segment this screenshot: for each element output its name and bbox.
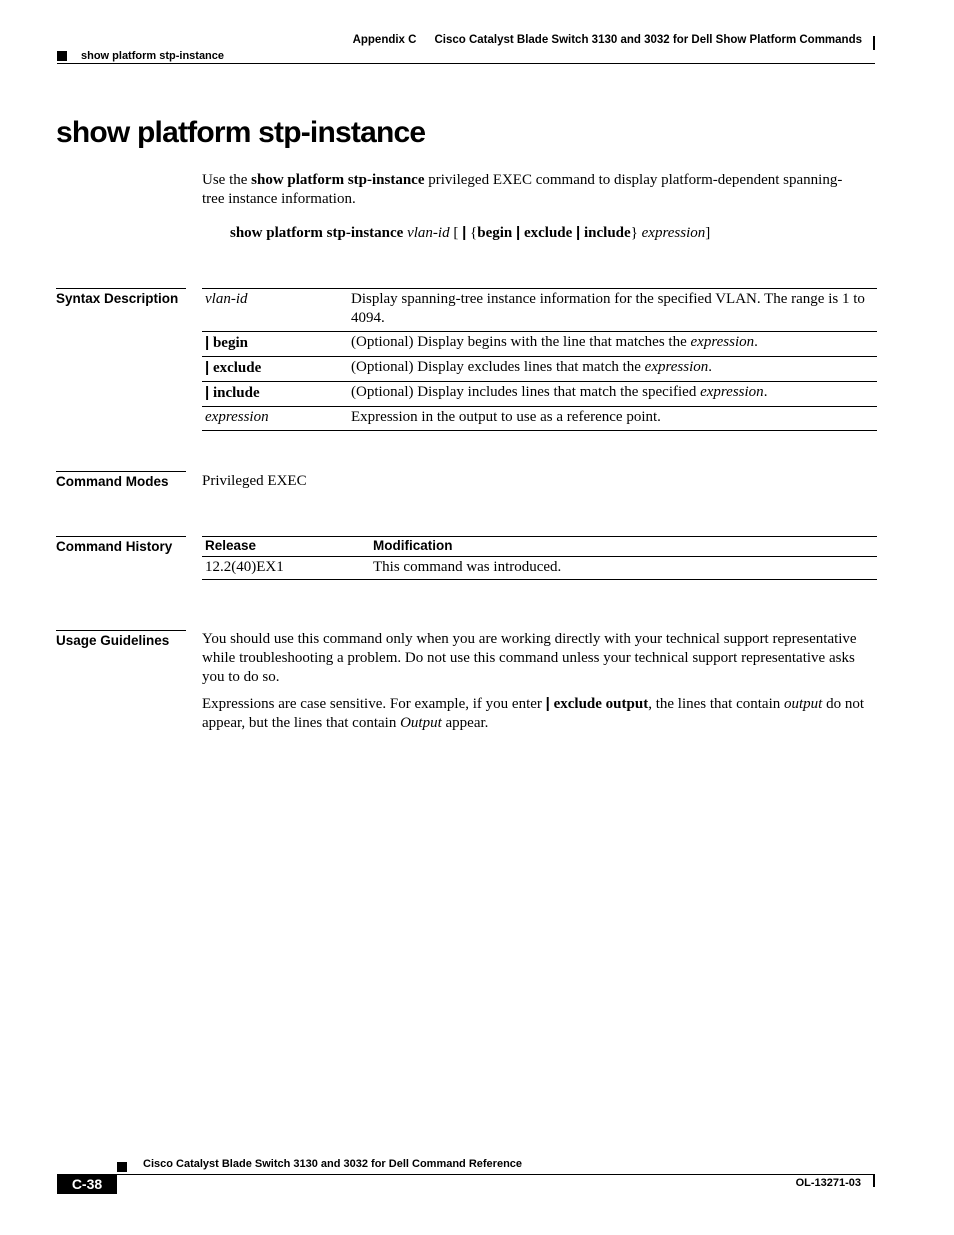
table-row bbox=[202, 557, 877, 580]
intro-paragraph bbox=[202, 171, 862, 209]
syntax-command: show platform stp-instance bbox=[230, 225, 404, 241]
footer-book-title: Cisco Catalyst Blade Switch 3130 and 3032 for Dell Command Reference bbox=[143, 1158, 523, 1170]
desc-emphasis: expression bbox=[690, 334, 755, 350]
header-rule bbox=[57, 63, 875, 64]
syntax-pipe: | bbox=[516, 224, 521, 241]
syntax-pipe: | bbox=[462, 224, 467, 241]
syntax-arg: vlan-id bbox=[407, 225, 450, 241]
usage-paragraph-1: You should use this command only when you are working directly with your technical support representative while troubleshooting a problem. Do not use this command unless your technical support representative asks you to do so. bbox=[202, 631, 857, 685]
table-row bbox=[202, 289, 877, 332]
desc-text-end: . bbox=[763, 384, 768, 400]
syntax-begin: begin bbox=[477, 225, 513, 241]
intro-command: show platform stp-instance bbox=[251, 172, 425, 188]
table-header-row bbox=[202, 537, 877, 557]
term-vlan-id: vlan-id bbox=[205, 291, 248, 307]
syntax-bracket-close: ] bbox=[705, 225, 711, 241]
term-exclude: exclude bbox=[212, 360, 262, 376]
syntax-description-table bbox=[202, 288, 877, 431]
usage-emphasis: Output bbox=[400, 715, 442, 731]
table-row bbox=[202, 382, 877, 407]
footer-marker bbox=[117, 1162, 127, 1172]
pipe: | bbox=[205, 359, 210, 376]
syntax-expression: expression bbox=[641, 225, 706, 241]
desc-text-end: . bbox=[754, 334, 758, 350]
desc-emphasis: expression bbox=[700, 384, 764, 400]
usage-paragraph-2 bbox=[202, 694, 877, 733]
intro-text-rest: privileged EXEC command to display platform-dependent spanning-tree instance information. bbox=[202, 172, 843, 207]
header-chapter: Cisco Catalyst Blade Switch 3130 and 3032 for Dell Show Platform Commands bbox=[434, 34, 862, 46]
term-expression: expression bbox=[205, 409, 269, 425]
header-appendix: Appendix C bbox=[352, 34, 417, 46]
term-cell bbox=[202, 332, 348, 357]
usage-text: do not appear, but the lines that contain bbox=[202, 696, 865, 731]
table-row bbox=[202, 332, 877, 357]
doc-number: OL-13271-03 bbox=[795, 1177, 861, 1189]
term-include: include bbox=[212, 385, 260, 401]
syntax-exclude: exclude bbox=[523, 225, 573, 241]
desc-text: (Optional) Display excludes lines that match the bbox=[351, 359, 645, 375]
command-history-table bbox=[202, 536, 877, 580]
footer-rule bbox=[117, 1174, 875, 1175]
usage-pipe: | bbox=[545, 695, 550, 712]
desc-cell: Expression in the output to use as a reference point. bbox=[348, 407, 877, 431]
usage-emphasis: output bbox=[784, 696, 823, 712]
term-cell bbox=[202, 357, 348, 382]
section-usage-guidelines: Usage Guidelines bbox=[56, 630, 186, 648]
pipe: | bbox=[205, 384, 210, 401]
usage-text: appear. bbox=[441, 715, 489, 731]
syntax-brace-close: } bbox=[630, 225, 642, 241]
desc-cell: Display spanning-tree instance information for the specified VLAN. The range is 1 to 4094. bbox=[348, 289, 877, 332]
term-cell bbox=[202, 289, 348, 332]
intro-text: Use the bbox=[202, 172, 252, 188]
syntax-include: include bbox=[584, 225, 631, 241]
desc-emphasis: expression bbox=[644, 359, 709, 375]
desc-text: (Optional) Display includes lines that match the specified bbox=[351, 384, 701, 400]
release-cell: 12.2(40)EX1 bbox=[202, 557, 370, 580]
header-marker bbox=[57, 51, 67, 61]
section-command-history: Command History bbox=[56, 536, 186, 554]
syntax-bracket: [ bbox=[449, 225, 463, 241]
page-number: C-38 bbox=[57, 1174, 117, 1194]
syntax-pipe: | bbox=[576, 224, 581, 241]
table-row bbox=[202, 357, 877, 382]
usage-command: exclude output bbox=[549, 696, 649, 712]
running-header bbox=[353, 34, 862, 46]
section-command-modes: Command Modes bbox=[56, 471, 186, 489]
pipe: | bbox=[205, 334, 210, 351]
usage-text: , the lines that contain bbox=[648, 696, 785, 712]
desc-text: (Optional) Display begins with the line that matches the bbox=[351, 334, 691, 350]
syntax-brace: { bbox=[466, 225, 478, 241]
page-title: show platform stp-instance bbox=[56, 116, 426, 149]
header-running-head: show platform stp-instance bbox=[81, 50, 225, 62]
command-syntax bbox=[230, 223, 710, 243]
table-row bbox=[202, 407, 877, 431]
desc-cell bbox=[348, 357, 877, 382]
desc-cell bbox=[348, 332, 877, 357]
footer-bar bbox=[873, 1175, 875, 1187]
header-release: Release bbox=[202, 537, 370, 557]
desc-text-end: . bbox=[708, 359, 713, 375]
modification-cell: This command was introduced. bbox=[370, 557, 877, 580]
usage-text: Expressions are case sensitive. For example, if you enter bbox=[202, 696, 546, 712]
header-modification: Modification bbox=[370, 537, 877, 557]
section-syntax-description: Syntax Description bbox=[56, 288, 186, 306]
desc-cell bbox=[348, 382, 877, 407]
term-cell bbox=[202, 407, 348, 431]
term-begin: begin bbox=[212, 335, 248, 351]
header-bar bbox=[873, 36, 875, 50]
command-modes-value: Privileged EXEC bbox=[202, 473, 307, 489]
term-cell bbox=[202, 382, 348, 407]
